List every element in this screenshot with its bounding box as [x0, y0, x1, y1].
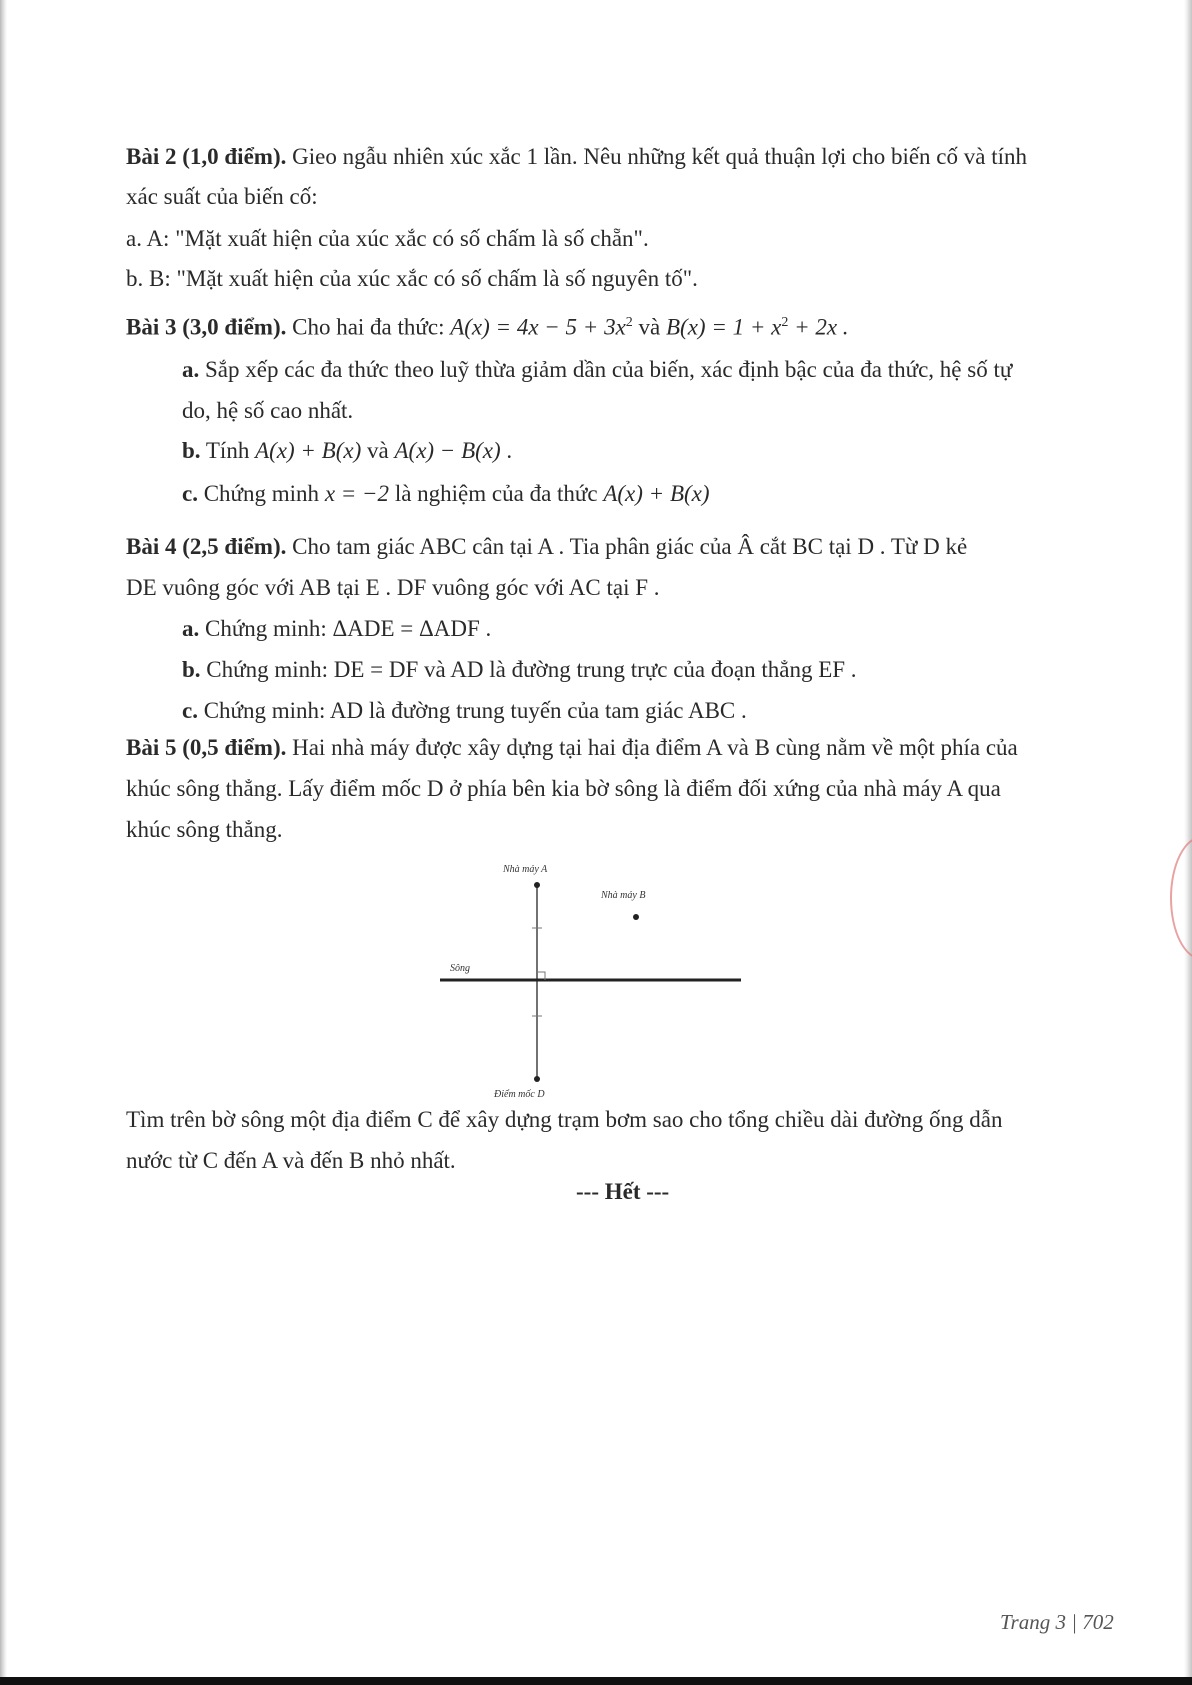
bai4-item-b-text: Chứng minh: DE = DF và AD là đường trung trực của đoạn thẳng EF . — [200, 657, 857, 682]
bai4-line-1-text: Cho tam giác ABC cân tại A . Tia phân giác của Â cắt BC tại D . Từ D kẻ — [286, 534, 968, 559]
end-marker: --- Hết --- — [576, 1179, 670, 1204]
bai3-item-c — [182, 474, 710, 514]
bai4-item-b — [182, 650, 857, 690]
bai5-after-2: nước từ C đến A và đến B nhỏ nhất. — [126, 1148, 456, 1173]
page-footer: Trang 3 | 702 — [1000, 1610, 1114, 1634]
bai4-line-1 — [126, 527, 967, 567]
bai3-item-b-label: b. — [182, 438, 201, 463]
bai5-line-2: khúc sông thẳng. Lấy điểm mốc D ở phía bên kia bờ sông là điểm đối xứng của nhà máy A qua — [126, 776, 1001, 801]
bai4-item-c-text: Chứng minh: AD là đường trung tuyến của tam giác ABC . — [197, 698, 747, 723]
bai5-line-3: khúc sông thẳng. — [126, 817, 283, 842]
bai5-heading: Bài 5 (0,5 điểm). — [126, 735, 287, 760]
red-stamp-fragment — [1170, 836, 1192, 960]
bai4-item-c-label: c. — [182, 698, 198, 723]
label-song: Sông — [450, 963, 470, 974]
bai4-item-a-label: a. — [182, 616, 200, 641]
bai3-and: và — [632, 314, 666, 340]
bai3-item-a-label: a. — [182, 357, 200, 382]
bai3-intro: Cho hai đa thức: — [286, 314, 451, 340]
bai2-intro-1: Gieo ngẫu nhiên xúc xắc 1 lần. Nêu những kết quả thuận lợi cho biến cố và tính — [286, 144, 1027, 169]
bai5-after-1: Tìm trên bờ sông một địa điểm C để xây dựng trạm bơm sao cho tổng chiều dài đường ống dẫn — [126, 1107, 1003, 1132]
poly-a: A(x) = 4x − 5 + 3x — [450, 314, 626, 340]
bai3-item-c-label: c. — [182, 481, 198, 506]
bai3-item-a-1 — [182, 350, 1012, 390]
bai4-item-a-text: Chứng minh: ΔADE = ΔADF . — [199, 616, 492, 641]
bai3-item-c-text: Chứng minh — [197, 481, 325, 506]
bai5-line-1-text: Hai nhà máy được xây dựng tại hai địa điểm A và B cùng nằm về một phía của — [286, 735, 1018, 760]
bai3-item-b — [182, 431, 512, 471]
point-a — [534, 882, 540, 888]
bai4-item-c — [182, 691, 747, 731]
label-nha-may-b: Nhà máy B — [601, 890, 646, 901]
poly-b: B(x) = 1 + x — [666, 314, 782, 340]
bai3-item-a-text: Sắp xếp các đa thức theo luỹ thừa giảm dần của biến, xác định bậc của đa thức, hệ số tự — [199, 357, 1013, 382]
river-figure — [436, 860, 746, 1110]
bai3-heading: Bài 3 (3,0 điểm). — [126, 314, 287, 340]
poly-a-exponent: 2 — [625, 315, 633, 330]
poly-b-rest: + 2x . — [788, 314, 849, 340]
bai3-item-b-end: . — [500, 438, 513, 463]
scan-edge-left — [0, 0, 7, 1685]
point-b — [633, 914, 639, 920]
bai4-item-b-label: b. — [182, 657, 201, 682]
bai2-heading: Bài 2 (1,0 điểm). — [126, 144, 287, 169]
bai4-item-a — [182, 609, 491, 649]
bai2-line-1 — [126, 137, 1027, 177]
bai2-item-a: a. A: "Mặt xuất hiện của xúc xắc có số chấm là số chẵn". — [126, 226, 649, 251]
bai3-line-1 — [126, 303, 849, 348]
bai2-line-2: xác suất của biến cố: — [126, 184, 318, 209]
bai5-line-1 — [126, 728, 1018, 768]
bai3-item-c-mid: là nghiệm của đa thức — [389, 481, 604, 506]
point-d — [534, 1076, 540, 1082]
bai3-item-b-text: Tính — [200, 438, 256, 463]
scan-edge-bottom — [0, 1677, 1192, 1685]
bai3-item-b-expr1: A(x) + B(x) — [255, 438, 362, 463]
bai3-item-c-expr2: A(x) + B(x) — [603, 481, 710, 506]
bai3-item-b-expr2: A(x) − B(x) — [394, 438, 501, 463]
bai2-item-b: b. B: "Mặt xuất hiện của xúc xắc có số chấm là số nguyên tố". — [126, 266, 698, 291]
label-diem-moc-d: Điểm mốc D — [494, 1089, 545, 1100]
bai4-heading: Bài 4 (2,5 điểm). — [126, 534, 287, 559]
river-diagram — [436, 860, 746, 1110]
bai4-line-2: DE vuông góc với AB tại E . DF vuông góc với AC tại F . — [126, 575, 660, 600]
poly-b-exponent: 2 — [781, 315, 789, 330]
bai3-item-a-2: do, hệ số cao nhất. — [182, 398, 354, 423]
label-nha-may-a: Nhà máy A — [503, 864, 548, 875]
bai3-item-b-and: và — [361, 438, 395, 463]
bai3-item-c-expr: x = −2 — [324, 481, 390, 506]
